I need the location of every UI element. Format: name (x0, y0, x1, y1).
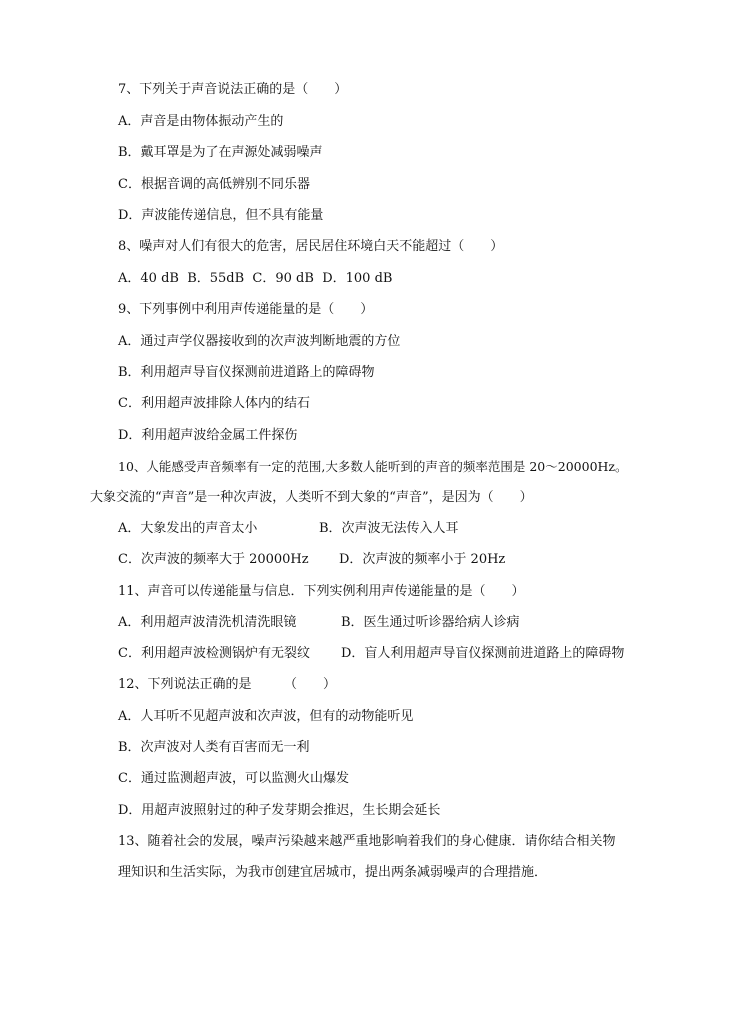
question-11-option-b: B．医生通过听诊器给病人诊病 (341, 615, 520, 630)
question-12-option-a: A．人耳听不见超声波和次声波，但有的动物能听见 (118, 709, 414, 724)
question-10-option-d: D．次声波的频率小于 20Hz (339, 552, 506, 567)
question-9-option-d: D．利用超声波给金属工件探伤 (118, 428, 298, 443)
question-7-option-b: B．戴耳罩是为了在声源处减弱噪声 (118, 145, 323, 160)
question-10-stem-line1: 10、人能感受声音频率有一定的范围,大多数人能听到的声音的频率范围是 20～20000Hz。 (118, 459, 628, 474)
question-12-stem: 12、下列说法正确的是 （ ） (118, 677, 337, 692)
question-7-option-c: C．根据音调的高低辨别不同乐器 (118, 177, 310, 192)
question-10-option-c: C．次声波的频率大于 20000Hz (118, 552, 309, 567)
question-9-option-a: A．通过声学仪器接收到的次声波判断地震的方位 (118, 334, 401, 349)
question-9-option-c: C．利用超声波排除人体内的结石 (118, 396, 310, 411)
question-11-stem: 11、声音可以传递能量与信息．下列实例利用声传递能量的是（ ） (118, 584, 525, 599)
question-13-stem-line1: 13、随着社会的发展，噪声污染越来越严重地影响着我们的身心健康．请你结合相关物 (118, 834, 616, 849)
question-7-option-d: D．声波能传递信息，但不具有能量 (118, 208, 324, 223)
question-11-option-d: D．盲人利用超声导盲仪探测前进道路上的障碍物 (341, 646, 625, 661)
question-10-stem-line2: 大象交流的“声音”是一种次声波，人类听不到大象的“声音”，是因为（ ） (90, 490, 533, 505)
question-9-stem: 9、下列事例中利用声传递能量的是（ ） (118, 302, 374, 317)
question-12-option-c: C．通过监测超声波，可以监测火山爆发 (118, 771, 349, 786)
question-7-stem: 7、下列关于声音说法正确的是（ ） (118, 82, 348, 97)
question-11-option-c: C．利用超声波检测锅炉有无裂纹 (118, 646, 310, 661)
question-12-option-d: D．用超声波照射过的种子发芽期会推迟，生长期会延长 (118, 803, 441, 818)
question-8-options: A．40 dB B．55dB C．90 dB D．100 dB (118, 271, 393, 286)
question-9-option-b: B．利用超声导盲仪探测前进道路上的障碍物 (118, 365, 375, 380)
question-13-stem-line2: 理知识和生活实际，为我市创建宜居城市，提出两条减弱噪声的合理措施． (118, 865, 548, 880)
question-10-option-a: A．大象发出的声音太小 (118, 521, 258, 536)
question-11-option-a: A．利用超声波清洗机清洗眼镜 (118, 615, 297, 630)
question-7-option-a: A．声音是由物体振动产生的 (118, 114, 284, 129)
question-10-option-b: B．次声波无法传入人耳 (319, 521, 459, 536)
question-8-stem: 8、噪声对人们有很大的危害，居民居住环境白天不能超过（ ） (118, 239, 504, 254)
question-12-option-b: B．次声波对人类有百害而无一利 (118, 740, 310, 755)
